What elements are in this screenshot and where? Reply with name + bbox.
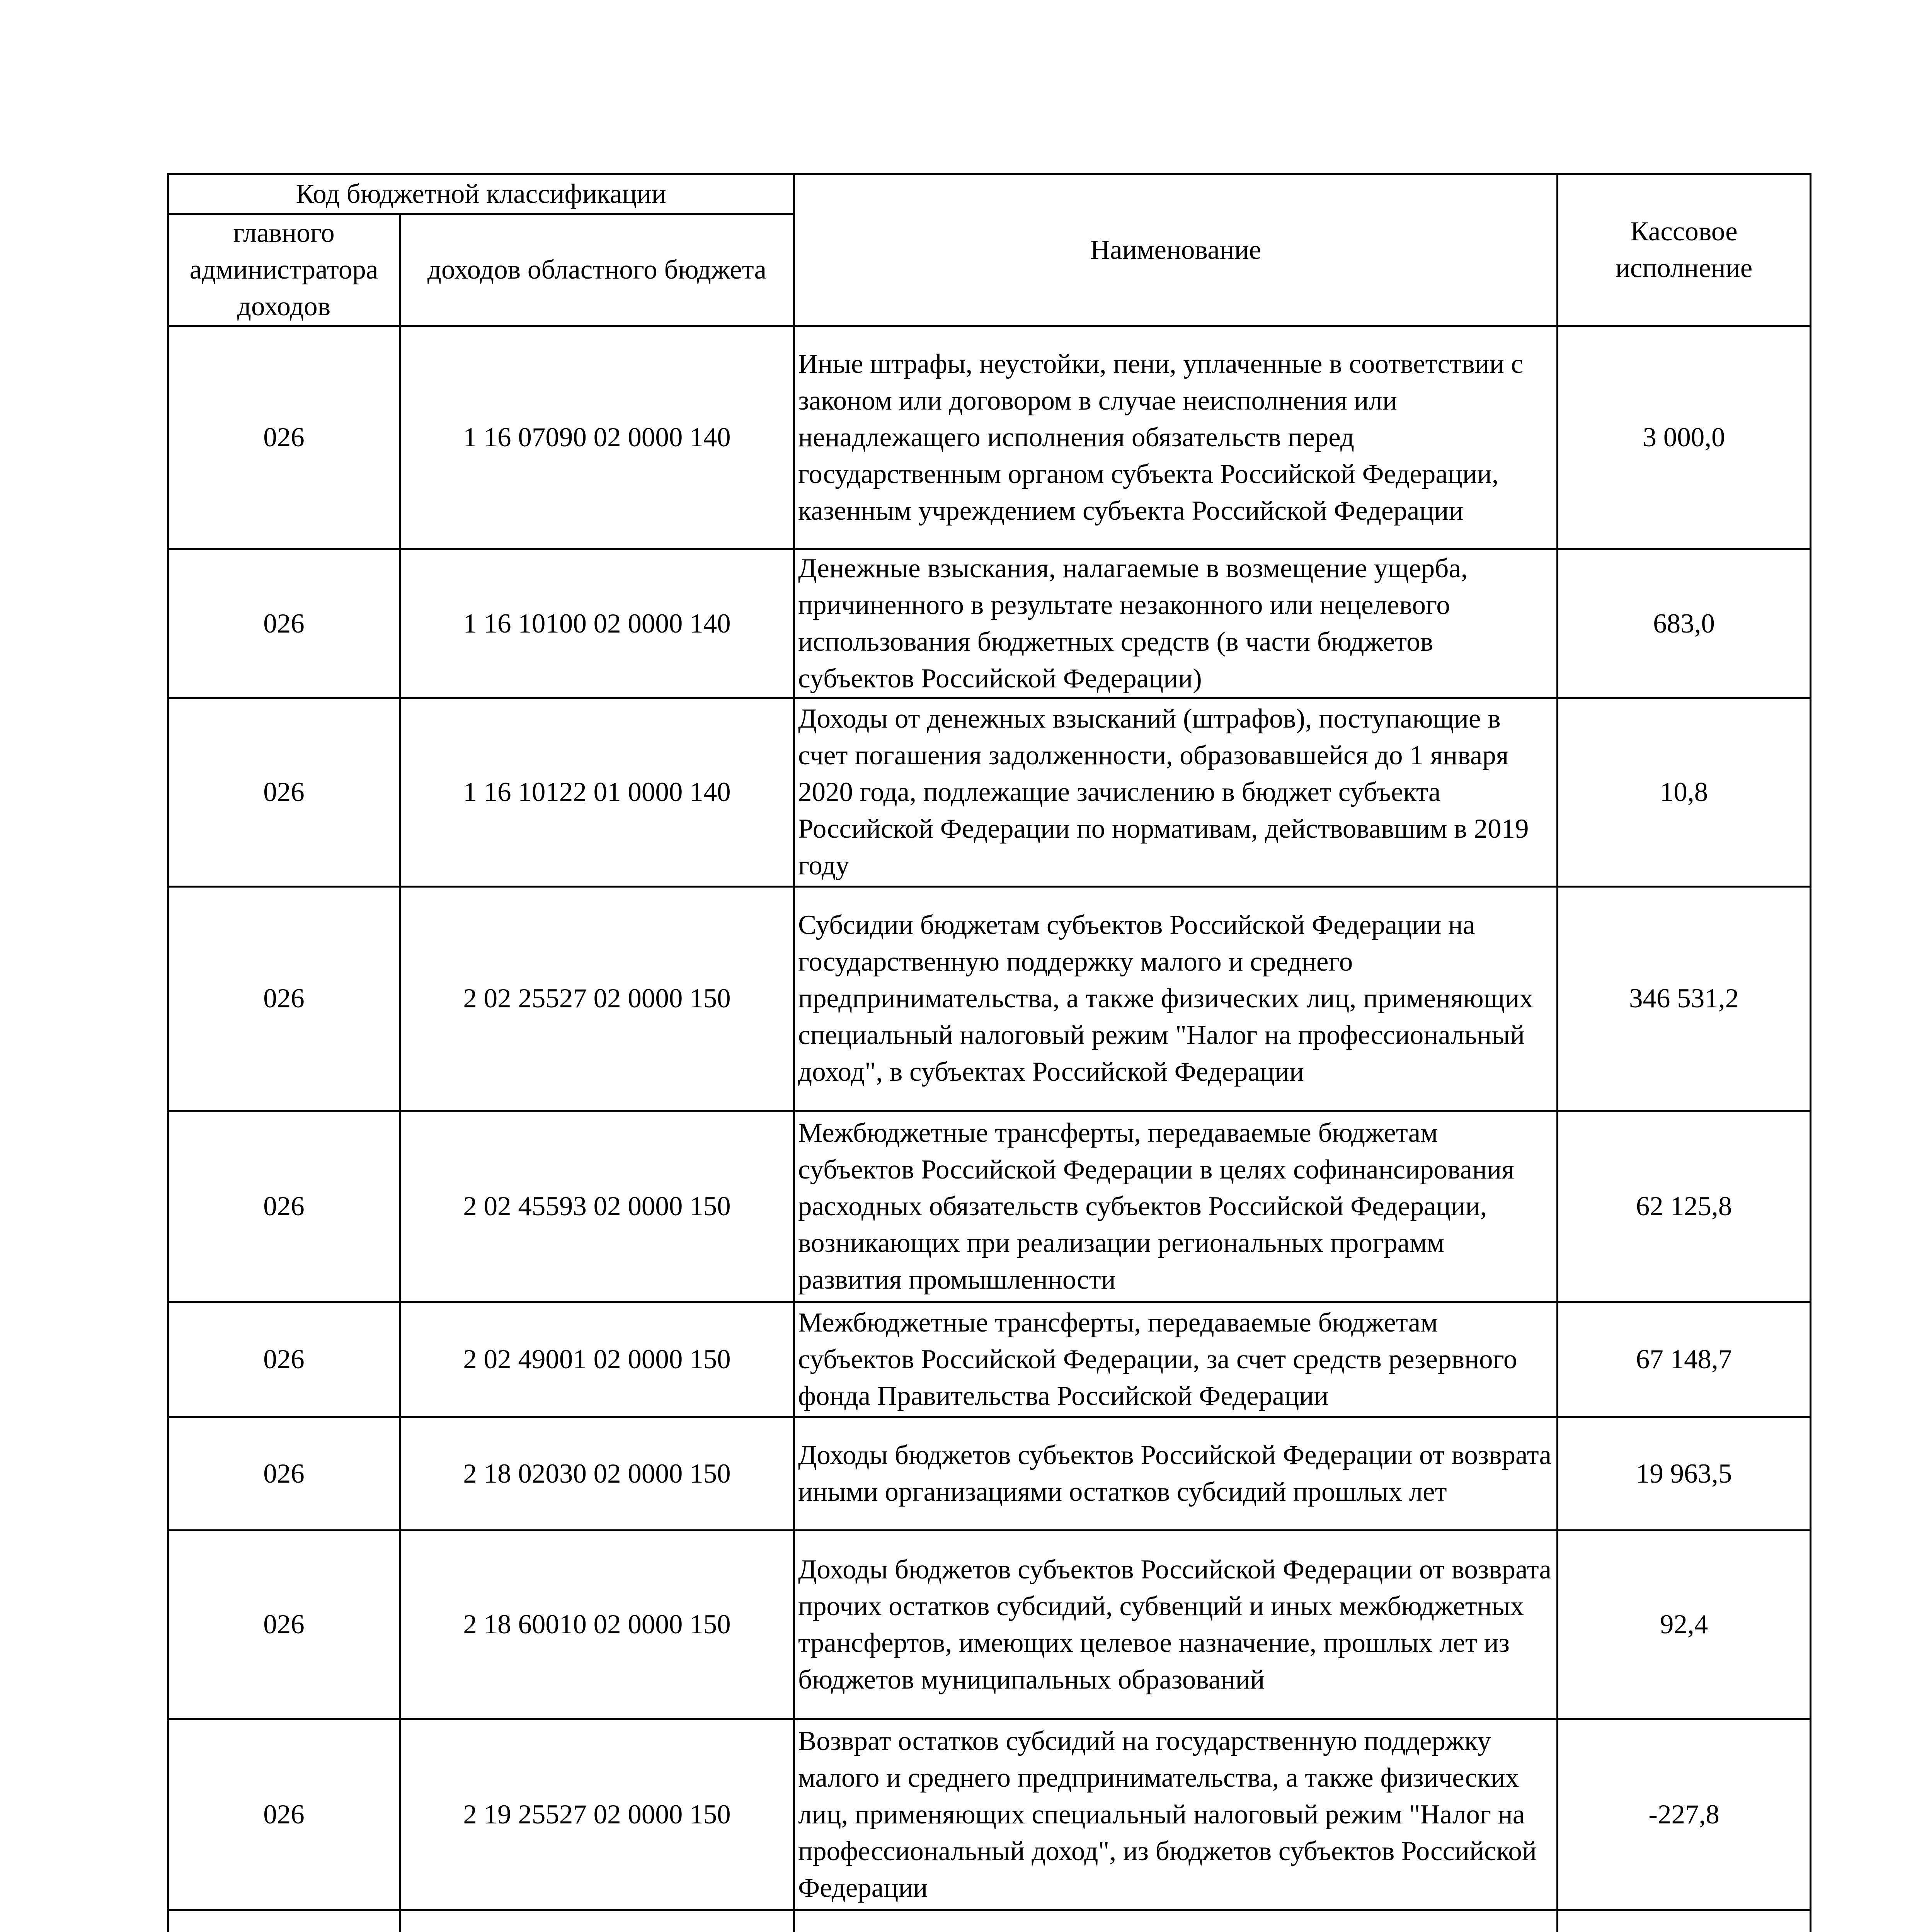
cell-amount: 92,4	[1558, 1531, 1811, 1719]
cell-admin: 026	[168, 887, 400, 1111]
cell-name: Возврат остатков субсидий на государственную поддержку малого и среднего предпринимательства, а также физических лиц, применяющих специальный налоговый режим "Налог на профессиональный доход", из бюджетов субъектов Российской Федерации	[794, 1719, 1558, 1910]
cell-admin: 026	[168, 1531, 400, 1719]
cell-code: 2 02 49001 02 0000 150	[400, 1302, 794, 1417]
cell-code: 2 18 02030 02 0000 150	[400, 1417, 794, 1531]
table-row	[168, 549, 1811, 698]
cell-name: Субсидии бюджетам субъектов Российской Федерации на государственную поддержку малого и среднего предпринимательства, а также физических лиц, применяющих специальный налоговый режим "Налог на профессиональный доход", в субъектах Российской Федерации	[794, 887, 1558, 1111]
cell-amount: 62 125,8	[1558, 1111, 1811, 1302]
cell-admin: 026	[168, 549, 400, 698]
table-row	[168, 1302, 1811, 1417]
cell-code: 1 16 10100 02 0000 140	[400, 549, 794, 698]
table-row	[168, 887, 1811, 1111]
cell-amount	[1558, 1910, 1811, 1932]
cell-name	[794, 1910, 1558, 1932]
header-amount: Кассовое исполнение	[1558, 174, 1811, 326]
cell-admin: 026	[168, 1719, 400, 1910]
cell-admin: 026	[168, 698, 400, 887]
header-budget-classification: Код бюджетной классификации	[168, 174, 794, 214]
table-row	[168, 698, 1811, 887]
cell-code: 1 16 10122 01 0000 140	[400, 698, 794, 887]
cell-amount: 19 963,5	[1558, 1417, 1811, 1531]
cell-admin	[168, 1910, 400, 1932]
budget-table	[167, 173, 1811, 1932]
cell-amount: 683,0	[1558, 549, 1811, 698]
cell-name: Межбюджетные трансферты, передаваемые бюджетам субъектов Российской Федерации, за счет средств резервного фонда Правительства Российской Федерации	[794, 1302, 1558, 1417]
header-income-code: доходов областного бюджета	[400, 214, 794, 326]
cell-admin: 026	[168, 1417, 400, 1531]
cell-admin: 026	[168, 1111, 400, 1302]
cell-code	[400, 1910, 794, 1932]
cell-amount: 67 148,7	[1558, 1302, 1811, 1417]
cell-name: Межбюджетные трансферты, передаваемые бюджетам субъектов Российской Федерации в целях софинансирования расходных обязательств субъектов Российской Федерации, возникающих при реализации региональных программ развития промышленности	[794, 1111, 1558, 1302]
cell-code: 2 18 60010 02 0000 150	[400, 1531, 794, 1719]
cell-code: 2 02 25527 02 0000 150	[400, 887, 794, 1111]
cell-admin: 026	[168, 1302, 400, 1417]
header-chief-administrator: главного администратора доходов	[168, 214, 400, 326]
cell-name: Доходы бюджетов субъектов Российской Федерации от возврата иными организациями остатков субсидий прошлых лет	[794, 1417, 1558, 1531]
table-row	[168, 1417, 1811, 1531]
cell-name: Иные штрафы, неустойки, пени, уплаченные в соответствии с законом или договором в случае неисполнения или ненадлежащего исполнения обязательств перед государственным органом субъекта Российской Федерации, казенным учреждением субъекта Российской Федерации	[794, 326, 1558, 549]
cell-name: Доходы от денежных взысканий (штрафов), поступающие в счет погашения задолженности, образовавшейся до 1 января 2020 года, подлежащие зачислению в бюджет субъекта Российской Федерации по нормативам, действовавшим в 2019 году	[794, 698, 1558, 887]
table-row	[168, 1531, 1811, 1719]
cell-amount: 3 000,0	[1558, 326, 1811, 549]
cell-amount: -227,8	[1558, 1719, 1811, 1910]
cell-code: 1 16 07090 02 0000 140	[400, 326, 794, 549]
cell-name: Денежные взыскания, налагаемые в возмещение ущерба, причиненного в результате незаконного или нецелевого использования бюджетных средств (в части бюджетов субъектов Российской Федерации)	[794, 549, 1558, 698]
cell-amount: 346 531,2	[1558, 887, 1811, 1111]
cell-admin: 026	[168, 326, 400, 549]
cell-name: Доходы бюджетов субъектов Российской Федерации от возврата прочих остатков субсидий, субвенций и иных межбюджетных трансфертов, имеющих целевое назначение, прошлых лет из бюджетов муниципальных образований	[794, 1531, 1558, 1719]
header-name: Наименование	[794, 174, 1558, 326]
table-row	[168, 1910, 1811, 1932]
table-row	[168, 1111, 1811, 1302]
table-row	[168, 326, 1811, 549]
cell-code: 2 19 25527 02 0000 150	[400, 1719, 794, 1910]
cell-code: 2 02 45593 02 0000 150	[400, 1111, 794, 1302]
table-row	[168, 1719, 1811, 1910]
cell-amount: 10,8	[1558, 698, 1811, 887]
